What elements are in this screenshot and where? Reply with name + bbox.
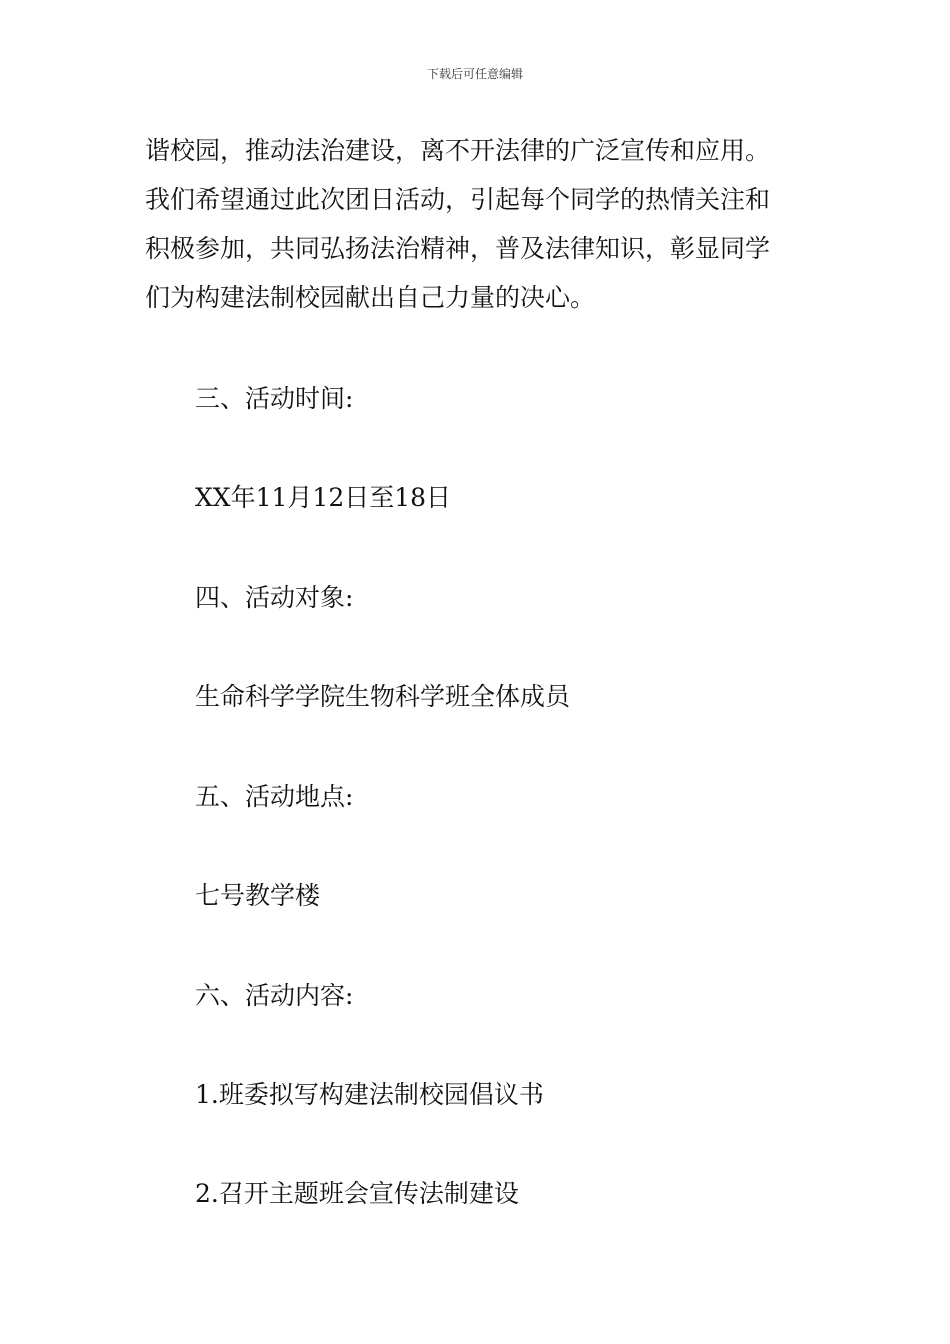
page-header: 下载后可任意编辑	[426, 67, 523, 81]
paragraph-line: 们为构建法制校园献出自己力量的决心。	[145, 283, 596, 312]
activity-time-text: XX年11月12日至18日	[195, 483, 452, 512]
paragraph-line: 积极参加，共同弘扬法治精神，普及法律知识，彰显同学	[145, 234, 771, 263]
paragraph-line: 我们希望通过此次团日活动，引起每个同学的热情关注和	[145, 185, 771, 214]
section-heading-content: 六、活动内容:	[195, 981, 354, 1010]
section-heading-time: 三、活动时间:	[195, 384, 354, 413]
content-item: 2.召开主题班会宣传法制建设	[195, 1179, 519, 1208]
paragraph-line: 谐校园，推动法治建设，离不开法律的广泛宣传和应用。	[145, 136, 771, 165]
section-heading-target: 四、活动对象:	[195, 583, 354, 612]
content-item: 1.班委拟写构建法制校园倡议书	[195, 1080, 544, 1109]
activity-place-text: 七号教学楼	[195, 881, 321, 910]
activity-target-text: 生命科学学院生物科学班全体成员	[195, 682, 571, 711]
intro-paragraph	[145, 126, 825, 322]
section-heading-place: 五、活动地点:	[195, 782, 354, 811]
